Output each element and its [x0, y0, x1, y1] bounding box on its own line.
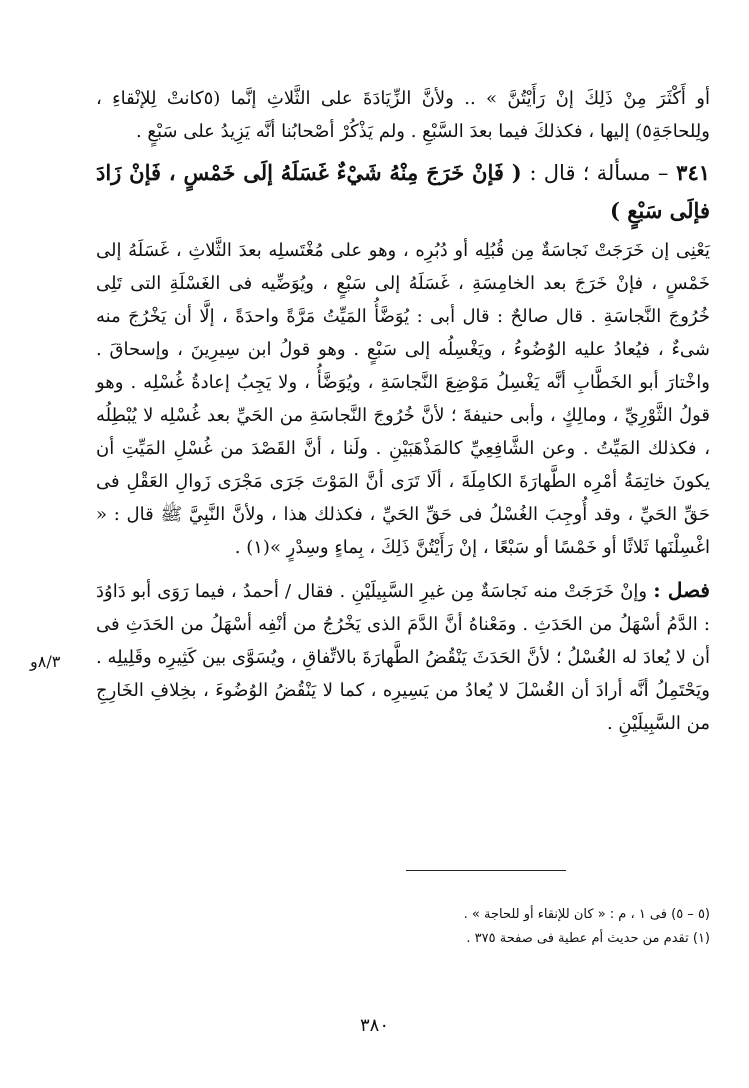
- footnote-variant: (٥ – ٥) فى ١ ، م : « كان للإنقاء أو للحاجة » .: [463, 907, 710, 922]
- issue-heading: [96, 154, 710, 230]
- page-number: ٣٨٠: [359, 1015, 389, 1036]
- manuscript-folio-note: ٨/٣و: [30, 652, 61, 671]
- issue-intro: – مسألة ؛ قال :: [529, 161, 669, 185]
- footnote-1: (١) تقدم من حديث أم عطية فى صفحة ٣٧٥ .: [466, 931, 710, 946]
- footnotes: [200, 903, 710, 951]
- issue-number: ٣٤١: [676, 160, 711, 185]
- footnote-divider: [406, 870, 566, 871]
- fasl-label: فصل :: [653, 578, 710, 602]
- fasl-text: وإنْ خَرَجَتْ منه نَجاسَةٌ مِن غيرِ السَّبِيلَيْنِ . فقال / أحمدُ ، فيما رَوَى أبو دَاوُدَ : الدَّمُ أسْهَلُ من الحَدَثِ . ومَعْناهُ أنَّ الدَّمَ الذى يَخْرُجُ من أنْفِه أسْهَلُ من الحَدَثِ فى أن لا يُعادَ له الغُسْلُ ؛ لأنَّ الحَدَثَ يَنْقُضُ الطَّهارَةَ بالاتِّفاقِ ، ويُسَوَّى بين كَثِيرِه وقَلِيلِه . ويَحْتَمِلُ أنَّه أرادَ أن الغُسْلَ لا يُعادُ من يَسِيرِه ، كما لا يَنْقُضُ الوُضُوءَ ، بخِلافِ الخَارِجِ من السَّبِيلَيْنِ .: [96, 581, 710, 734]
- issue-quote: ( فَإنْ خَرَجَ مِنْهُ شَيْءٌ غَسَلَهُ إلَى خَمْسٍ ، فَإنْ زَادَ فإلَى سَبْعٍ ): [96, 160, 710, 223]
- main-text: [96, 82, 710, 740]
- paragraph-continuation: أو أَكْثَرَ مِنْ ذَلِكَ إنْ رَأَيْتُنَّ » .. ولأنَّ الزِّيَادَةَ على الثَّلاثِ إنَّما (٥كانتْ لِلإنْقاءِ ، ولِلحاجَةِ٥) إليها ، فكذلكَ فيما بعدَ السَّبْعِ . ولم يَذْكُرْ أصْحابُنا أنَّه يَزِيدُ على سَبْعٍ .: [96, 88, 710, 142]
- paragraph-commentary: يَعْنِى إن خَرَجَتْ نَجاسَةٌ مِن قُبُلِه أو دُبُرِه ، وهو على مُغْتَسلِه بعدَ الثَّلاثِ ، غَسَلَهُ إلى خَمْسٍ ، فإنْ خَرَجَ بعد الخامِسَةِ ، غَسَلَهُ إلى سَبْعٍ ، ويُوَضِّيه فى الغَسْلَةِ التى تَلِى خُرُوجَ النَّجاسَةِ . قال صالحٌ : قال أبى : يُوَضَّأُ المَيِّتُ مَرَّةً واحدَةً ، إلَّا أن يَخْرُجَ منه شىءٌ ، فيُعادُ عليه الوُضُوءُ ، ويَغْسِلُه إلى سَبْعٍ . وهو قولُ ابن سِيرِينَ ، وإسحاقَ . واخْتارَ أبو الخَطَّابِ أنَّه يَغْسِلُ مَوْضِعَ النَّجاسَةِ ، ويُوَضَّأُ ، ولا يَجِبُ إعادةُ غُسْلِه . وهو قولُ الثَّوْرِيِّ ، ومالِكٍ ، وأبى حنيفةَ ؛ لأنَّ خُرُوجَ النَّجاسَةِ من الحَيِّ بعد غُسْلِه لا يُبْطِلُه ، فكذلك المَيِّتُ . وعن الشَّافِعِيِّ كالمَذْهَبَيْنِ . ولَنا ، أنَّ القَصْدَ من غُسْلِ المَيِّتِ أن يكونَ خاتِمَةُ أمْرِه الطَّهارَةَ الكامِلَةَ ، ألَا تَرَى أنَّ المَوْتَ جَرَى مَجْرَى زَوالِ العَقْلِ فى حَقِّ الحَيِّ ، وقد أُوجِبَ الغُسْلُ فى حَقِّ الحَيِّ ، فكذلك هذا ، ولأنَّ النَّبِيَّ ﷺ قال : « اغْسِلْنَها ثَلاثًا أو خَمْسًا أو سَبْعًا ، إنْ رَأَيْتُنَّ ذَلِكَ ، بِماءٍ وسِدْرٍ »(١) .: [96, 240, 710, 558]
- paragraph-fasl: [96, 574, 710, 740]
